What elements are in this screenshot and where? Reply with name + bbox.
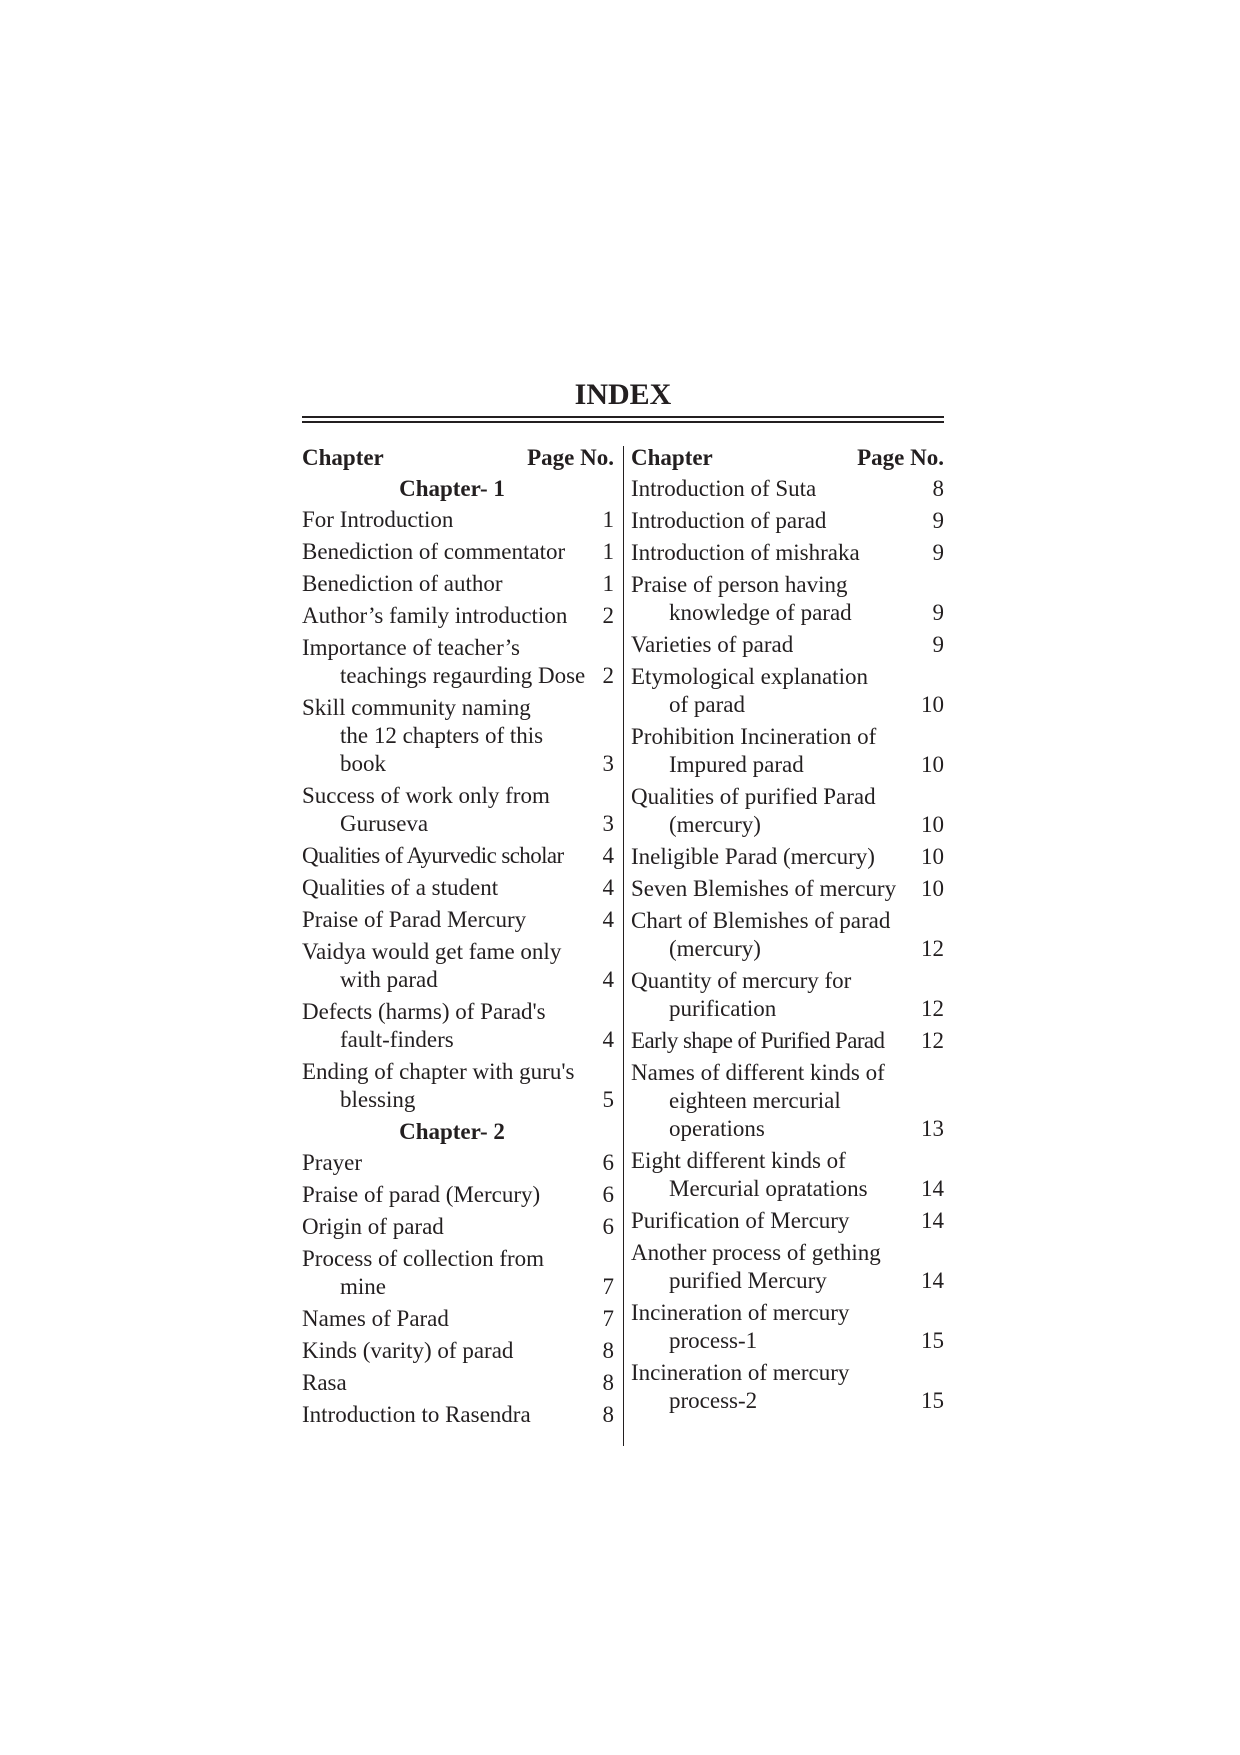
entry-page-number: 10: [921, 844, 944, 869]
index-entry: [631, 1059, 944, 1143]
index-entry: [631, 907, 944, 963]
title-double-rule: [302, 416, 944, 423]
entry-page-number: 8: [602, 1338, 614, 1363]
index-entry: [631, 1299, 944, 1355]
entry-title: Introduction of Suta: [631, 476, 817, 501]
entry-page-number: 7: [602, 1306, 614, 1331]
entry-page-number: 2: [602, 663, 614, 688]
index-entry: [631, 1239, 944, 1295]
index-entry: [631, 539, 944, 567]
entry-page-number: 10: [921, 752, 944, 777]
index-entry: [302, 998, 614, 1054]
index-entry: [302, 570, 614, 598]
left-column-entries: [302, 475, 614, 1429]
entry-title: Benediction of commentator: [302, 539, 566, 564]
entry-title: Praise of parad (Mercury): [302, 1182, 541, 1207]
index-entry: [302, 1213, 614, 1241]
page-number-column-heading: Page No.: [857, 445, 944, 470]
entry-page-number: 1: [602, 507, 614, 532]
index-entry: [631, 1359, 944, 1415]
entry-title: Names of Parad: [302, 1306, 449, 1331]
chapter-column-heading: Chapter: [302, 445, 384, 470]
entry-title: Quantity of mercury for purification: [631, 968, 852, 1021]
entry-page-number: 14: [921, 1176, 944, 1201]
index-entry: [631, 783, 944, 839]
left-column: [302, 444, 614, 1433]
entry-title: Incineration of mercury process-2: [631, 1360, 850, 1413]
index-entry: [302, 842, 614, 870]
index-entry: [302, 1245, 614, 1301]
entry-page-number: 8: [602, 1370, 614, 1395]
index-entry: [302, 1337, 614, 1365]
entry-title: Early shape of Purified Parad: [631, 1028, 885, 1053]
entry-page-number: 10: [921, 812, 944, 837]
index-entry: [631, 843, 944, 871]
entry-page-number: 12: [921, 936, 944, 961]
entry-title: Qualities of Ayurvedic scholar: [302, 843, 564, 868]
entry-title: Importance of teacher’s teachings regaurding Dose: [302, 635, 586, 688]
entry-page-number: 13: [921, 1116, 944, 1141]
entry-title: Introduction of parad: [631, 508, 827, 533]
index-entry: [302, 538, 614, 566]
entry-title: Author’s family introduction: [302, 603, 568, 628]
entry-page-number: 9: [932, 632, 944, 657]
index-entry: [631, 507, 944, 535]
entry-page-number: 15: [921, 1328, 944, 1353]
index-entry: [302, 874, 614, 902]
entry-title: Eight different kinds of Mercurial opratations: [631, 1148, 868, 1201]
entry-title: Introduction of mishraka: [631, 540, 860, 565]
index-entry: [302, 1058, 614, 1114]
entry-page-number: 10: [921, 692, 944, 717]
entry-title: Origin of parad: [302, 1214, 444, 1239]
entry-title: Seven Blemishes of mercury: [631, 876, 897, 901]
index-entry: [631, 875, 944, 903]
index-entry: [631, 1207, 944, 1235]
entry-page-number: 3: [602, 811, 614, 836]
entry-page-number: 9: [932, 508, 944, 533]
entry-page-number: 2: [602, 603, 614, 628]
entry-page-number: 6: [602, 1182, 614, 1207]
entry-title: Incineration of mercury process-1: [631, 1300, 850, 1353]
entry-page-number: 6: [602, 1150, 614, 1175]
entry-page-number: 5: [602, 1087, 614, 1112]
entry-page-number: 9: [932, 540, 944, 565]
entry-page-number: 12: [921, 1028, 944, 1053]
entry-title: Varieties of parad: [631, 632, 794, 657]
entry-page-number: 14: [921, 1268, 944, 1293]
entry-title: Process of collection from mine: [302, 1246, 545, 1299]
entry-title: Purification of Mercury: [631, 1208, 850, 1233]
index-entry: [302, 1181, 614, 1209]
entry-title: Vaidya would get fame only with parad: [302, 939, 562, 992]
index-entry: [631, 571, 944, 627]
index-entry: [631, 1147, 944, 1203]
entry-title: Defects (harms) of Parad's fault-finders: [302, 999, 546, 1052]
index-entry: [302, 602, 614, 630]
index-entry: [631, 475, 944, 503]
entry-page-number: 15: [921, 1388, 944, 1413]
index-entry: [302, 694, 614, 778]
entry-title: Success of work only from Guruseva: [302, 783, 550, 836]
chapter-section-heading: Chapter- 2: [399, 1119, 505, 1144]
entry-page-number: 1: [602, 571, 614, 596]
index-entry: [631, 631, 944, 659]
entry-title: Praise of person having knowledge of parad: [631, 572, 852, 625]
entry-page-number: 4: [602, 843, 614, 868]
entry-page-number: 9: [932, 600, 944, 625]
index-entry: [631, 1027, 944, 1055]
index-entry: [302, 906, 614, 934]
entry-page-number: 4: [602, 907, 614, 932]
entry-page-number: 8: [932, 476, 944, 501]
entry-page-number: 12: [921, 996, 944, 1021]
index-entry: [631, 967, 944, 1023]
entry-page-number: 14: [921, 1208, 944, 1233]
entry-title: Qualities of purified Parad (mercury): [631, 784, 876, 837]
entry-page-number: 8: [602, 1402, 614, 1427]
entry-title: Names of different kinds of eighteen mercurial operations: [631, 1060, 885, 1141]
entry-title: Introduction to Rasendra: [302, 1402, 531, 1427]
entry-title: Another process of gething purified Mercury: [631, 1240, 881, 1293]
index-entry: [631, 663, 944, 719]
index-entry: [302, 1149, 614, 1177]
right-column-header: [631, 444, 944, 472]
index-entry: [302, 506, 614, 534]
entry-title: Prohibition Incineration of Impured parad: [631, 724, 877, 777]
index-entry: [302, 1369, 614, 1397]
entry-title: Ending of chapter with guru's blessing: [302, 1059, 575, 1112]
entry-title: For Introduction: [302, 507, 454, 532]
index-entry: [302, 634, 614, 690]
index-entry: [302, 1401, 614, 1429]
chapter-column-heading: Chapter: [631, 445, 713, 470]
entry-title: Praise of Parad Mercury: [302, 907, 527, 932]
entry-title: Prayer: [302, 1150, 363, 1175]
page-title: INDEX: [574, 378, 672, 411]
entry-title: Etymological explanation of parad: [631, 664, 868, 717]
entry-page-number: 4: [602, 1027, 614, 1052]
entry-title: Chart of Blemishes of parad (mercury): [631, 908, 891, 961]
page-number-column-heading: Page No.: [527, 445, 614, 470]
entry-title: Kinds (varity) of parad: [302, 1338, 514, 1363]
entry-page-number: 7: [602, 1274, 614, 1299]
entry-page-number: 1: [602, 539, 614, 564]
entry-title: Rasa: [302, 1370, 347, 1395]
chapter-section-heading: Chapter- 1: [399, 476, 505, 501]
index-entry: [631, 723, 944, 779]
index-entry: [302, 1305, 614, 1333]
left-column-header: [302, 444, 614, 472]
entry-title: Qualities of a student: [302, 875, 499, 900]
index-entry: [302, 782, 614, 838]
entry-page-number: 6: [602, 1214, 614, 1239]
right-column: [631, 444, 944, 1419]
column-divider: [623, 446, 624, 1446]
entry-page-number: 3: [602, 751, 614, 776]
index-entry: [302, 938, 614, 994]
entry-title: Ineligible Parad (mercury): [631, 844, 875, 869]
right-column-entries: [631, 475, 944, 1415]
entry-page-number: 10: [921, 876, 944, 901]
entry-page-number: 4: [602, 875, 614, 900]
entry-title: Skill community naming the 12 chapters of this book: [302, 695, 544, 776]
entry-page-number: 4: [602, 967, 614, 992]
entry-title: Benediction of author: [302, 571, 503, 596]
